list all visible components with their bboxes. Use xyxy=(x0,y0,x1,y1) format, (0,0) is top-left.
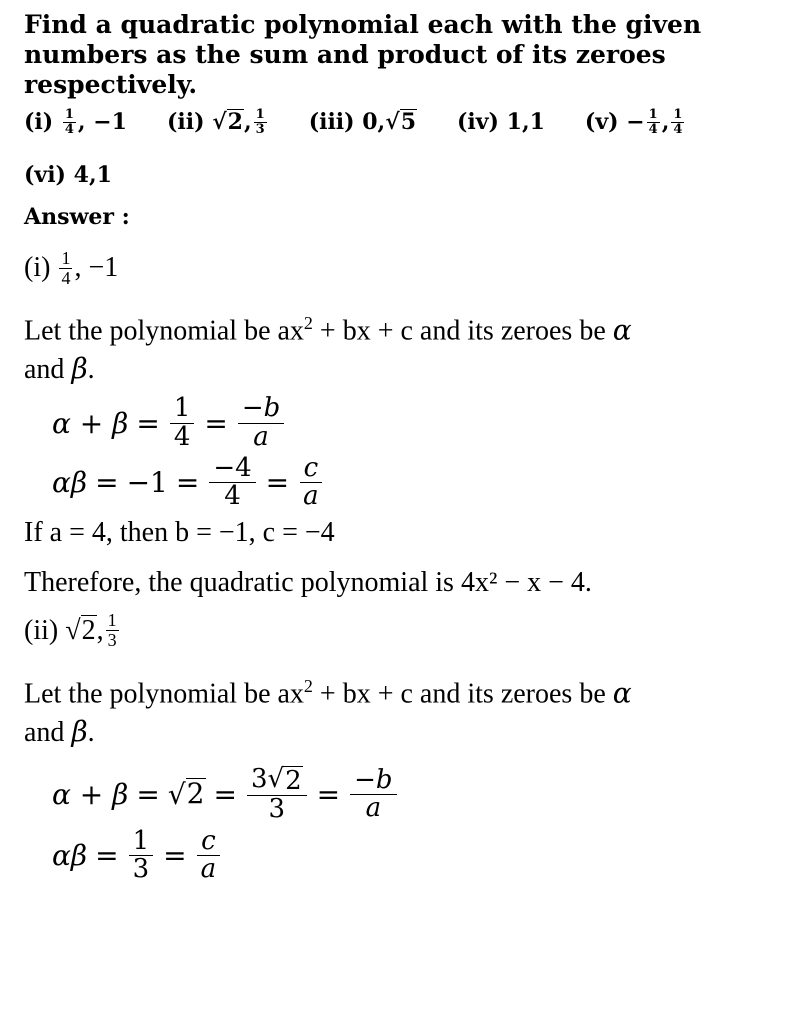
part-ii-intro xyxy=(24,667,784,752)
part-i-conclusion xyxy=(24,563,784,603)
numerator: 1 xyxy=(107,610,117,631)
option-label: (vi) xyxy=(24,162,66,188)
square-root xyxy=(65,615,96,647)
equals-sign: = xyxy=(95,839,119,873)
radical-sign: √ xyxy=(167,778,186,812)
equals-sign: = xyxy=(136,406,160,440)
separator: , xyxy=(661,109,670,135)
option-vi xyxy=(24,160,784,190)
part-i-intro xyxy=(24,304,784,389)
period: . xyxy=(87,354,95,386)
option-value: 4,1 xyxy=(73,162,112,188)
fraction xyxy=(350,764,396,824)
separator: , xyxy=(243,109,252,135)
part-i-sum-equation xyxy=(52,395,784,451)
period: . xyxy=(87,716,95,748)
numerator: −b xyxy=(238,395,284,423)
numerator: 1 xyxy=(648,106,658,122)
denominator: 4 xyxy=(673,121,683,137)
option-label: (ii) xyxy=(166,109,205,135)
equals-sign: = xyxy=(265,466,290,500)
conclusion-expression: 4x² − x − 4. xyxy=(460,566,592,598)
equals-sign: = xyxy=(163,839,187,873)
square-root xyxy=(168,778,206,811)
denominator: 3 xyxy=(268,794,286,825)
fraction xyxy=(238,395,284,451)
numerator: c xyxy=(197,828,220,856)
fraction xyxy=(209,452,255,512)
intro-text: Let the polynomial be ax xyxy=(24,677,304,709)
conclusion-text: Therefore, the quadratic polynomial is xyxy=(24,566,461,598)
radicand: 5 xyxy=(400,109,416,135)
option-label: (iv) xyxy=(457,109,499,135)
option-v xyxy=(585,108,686,136)
numerator: 1 xyxy=(129,828,154,856)
denominator: 3 xyxy=(255,121,265,137)
fraction xyxy=(254,108,267,136)
radical-sign: √ xyxy=(212,109,227,135)
part-label: (i) xyxy=(24,252,51,283)
minus-sign: − xyxy=(626,109,645,135)
radicand: 2 xyxy=(285,765,302,796)
numerator xyxy=(247,763,307,797)
equals-sign: = xyxy=(136,778,160,812)
part-i-if-line: If a = 4, then b = −1, c = −4 xyxy=(24,516,335,548)
fraction xyxy=(63,108,76,136)
answer-heading: Answer : xyxy=(24,204,130,230)
option-value: , −1 xyxy=(77,109,127,135)
separator: , xyxy=(96,614,104,646)
denominator: 4 xyxy=(648,121,658,137)
intro-text: + bx + c and its zeroes be xyxy=(312,315,613,347)
denominator: a xyxy=(253,421,269,452)
option-iii xyxy=(309,109,417,135)
part-ii-product-equation xyxy=(52,825,784,885)
part-i-heading xyxy=(24,246,784,290)
radical-sign: √ xyxy=(65,614,81,646)
option-iv xyxy=(457,109,545,135)
square-root xyxy=(267,763,303,796)
numerator: −b xyxy=(350,767,396,795)
equals-sign: = xyxy=(175,466,200,500)
fraction xyxy=(59,249,72,288)
equation-lhs: α + β xyxy=(52,406,129,440)
square-root xyxy=(385,109,417,135)
question-text: Find a quadratic polynomial each with the given numbers as the sum and product of its zeroes respectively. xyxy=(24,10,702,99)
fraction xyxy=(197,825,221,885)
equals-sign: = xyxy=(95,466,119,500)
equation-lhs: αβ xyxy=(52,839,88,873)
intro-text: Let the polynomial be ax xyxy=(24,315,304,347)
beta-symbol: β xyxy=(71,352,88,386)
square-root xyxy=(212,109,244,135)
fraction xyxy=(247,763,307,825)
denominator: 4 xyxy=(64,121,74,137)
denominator: a xyxy=(200,854,217,885)
radicand: 2 xyxy=(227,109,243,135)
option-label: (v) xyxy=(584,109,619,135)
option-i xyxy=(24,108,127,136)
numerator: c xyxy=(300,455,323,483)
intro-text: and xyxy=(24,354,72,386)
beta-symbol: β xyxy=(71,714,88,748)
exponent: 2 xyxy=(303,675,313,696)
fraction xyxy=(129,825,154,885)
equals-sign: = xyxy=(213,778,237,812)
intro-text: + bx + c and its zeroes be xyxy=(312,677,613,709)
alpha-symbol: α xyxy=(612,313,632,347)
denominator: 3 xyxy=(132,854,150,885)
equation-lhs: αβ xyxy=(52,466,88,500)
denominator: 4 xyxy=(224,481,241,512)
option-ii xyxy=(167,108,269,136)
part-label: (ii) xyxy=(24,614,59,646)
denominator: 4 xyxy=(173,421,191,452)
radicand: 2 xyxy=(186,777,205,811)
denominator: 4 xyxy=(61,267,71,288)
intro-text: and xyxy=(24,716,72,748)
equation-value: −1 xyxy=(126,466,168,500)
numerator: 1 xyxy=(170,395,195,423)
part-ii-heading xyxy=(24,609,784,653)
equation-lhs: α + β xyxy=(52,778,129,812)
option-value: 0, xyxy=(362,109,386,135)
fraction xyxy=(299,452,323,512)
fraction xyxy=(671,108,684,136)
option-value: 1,1 xyxy=(506,109,545,135)
radical-sign: √ xyxy=(385,109,400,135)
numerator: 1 xyxy=(255,106,265,122)
radicand: 2 xyxy=(81,614,96,646)
numerator: 1 xyxy=(673,106,683,122)
denominator: 3 xyxy=(107,630,117,651)
numerator: 1 xyxy=(64,106,74,122)
numerator: −4 xyxy=(209,455,255,483)
radical-sign: √ xyxy=(267,763,285,794)
part-i-product-equation xyxy=(52,452,784,512)
option-label: (i) xyxy=(24,109,54,135)
equals-sign: = xyxy=(204,406,228,440)
equals-sign: = xyxy=(316,778,341,812)
part-value: , −1 xyxy=(74,252,119,283)
denominator: a xyxy=(365,793,382,824)
fraction xyxy=(647,108,660,136)
option-label: (iii) xyxy=(308,109,355,135)
coefficient: 3 xyxy=(250,763,268,794)
numerator: 1 xyxy=(61,247,71,268)
exponent: 2 xyxy=(303,313,313,333)
alpha-symbol: α xyxy=(612,675,632,709)
part-ii-sum-equation xyxy=(52,763,784,825)
question-options xyxy=(24,102,784,142)
denominator: a xyxy=(303,481,319,512)
fraction xyxy=(170,395,195,451)
fraction xyxy=(106,611,119,650)
